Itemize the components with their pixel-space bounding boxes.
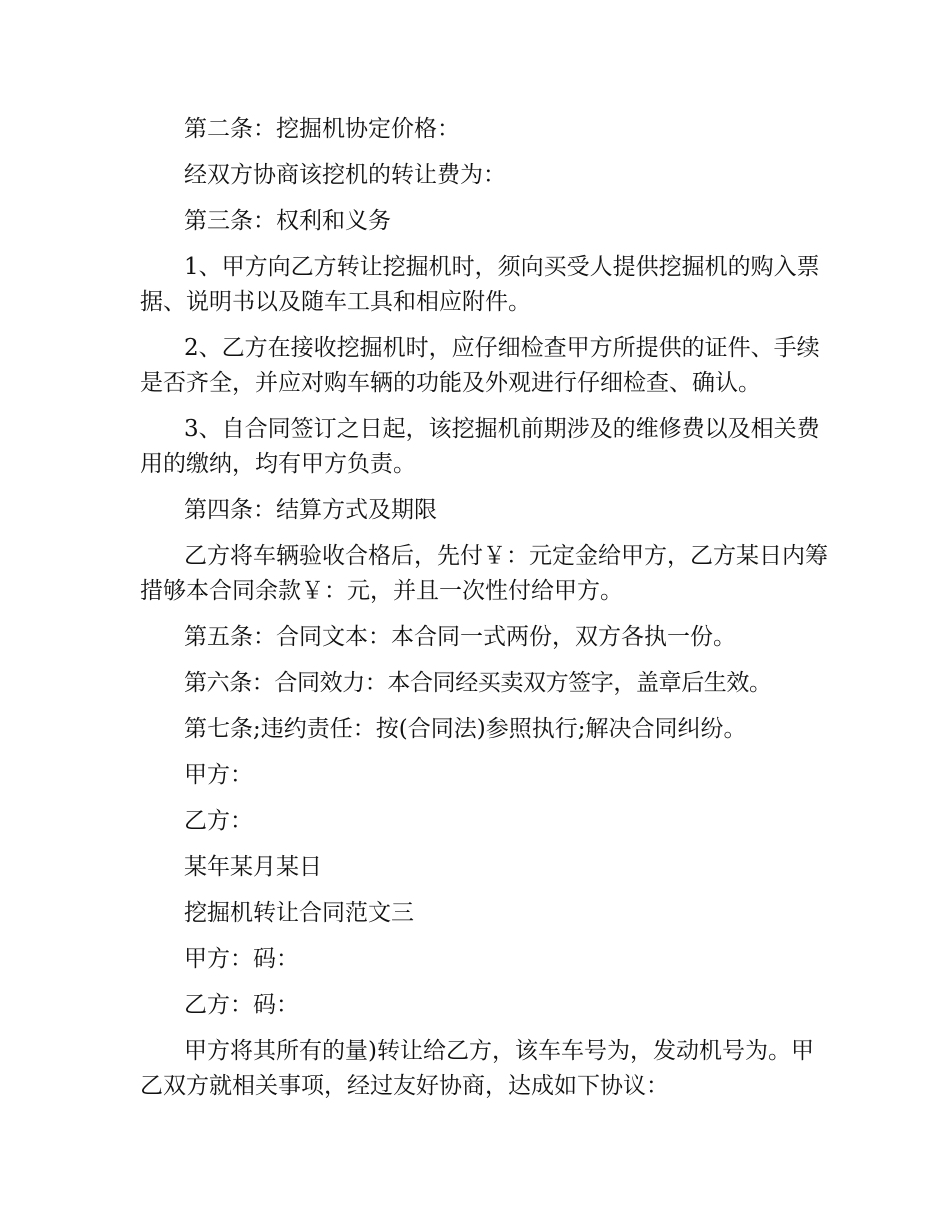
clause-3-2: 2、乙方在接收挖掘机时，应仔细检查甲方所提供的证件、手续是否齐全，并应对购车辆的功能及外观进行仔细检查、确认。 [140, 335, 820, 396]
section-title-template-3: 挖掘机转让合同范文三 [184, 900, 414, 926]
article-4-heading: 第四条：结算方式及期限 [184, 497, 437, 523]
article-3-heading: 第三条：权利和义务 [184, 208, 391, 234]
document-body [140, 112, 830, 1115]
transfer-fee-text: 经双方协商该挖机的转让费为： [184, 162, 506, 188]
party-a-signature-line: 甲方： [184, 762, 253, 788]
party-a-code-line: 甲方：码： [184, 946, 299, 972]
article-7: 第七条;违约责任：按(合同法)参照执行;解决合同纠纷。 [184, 716, 747, 742]
party-b-signature-line: 乙方： [184, 808, 253, 834]
clause-3-3: 3、自合同签订之日起，该挖掘机前期涉及的维修费以及相关费用的缴纳，均有甲方负责。 [140, 416, 820, 477]
article-2-heading: 第二条：挖掘机协定价格： [184, 116, 460, 142]
article-6: 第六条：合同效力：本合同经买卖双方签字，盖章后生效。 [184, 670, 772, 696]
party-b-code-line: 乙方：码： [184, 992, 299, 1018]
transfer-intro: 甲方将其所有的量)转让给乙方，该车车号为，发动机号为。甲乙双方就相关事项，经过友好协商，达成如下协议： [140, 1038, 814, 1099]
clause-3-1: 1、甲方向乙方转让挖掘机时，须向买受人提供挖掘机的购入票据、说明书以及随车工具和相应附件。 [140, 254, 820, 315]
payment-terms: 乙方将车辆验收合格后，先付￥：元定金给甲方，乙方某日内筹措够本合同余款￥：元，并且一次性付给甲方。 [140, 543, 828, 604]
date-line: 某年某月某日 [184, 854, 322, 880]
article-5: 第五条：合同文本：本合同一式两份，双方各执一份。 [184, 624, 736, 650]
